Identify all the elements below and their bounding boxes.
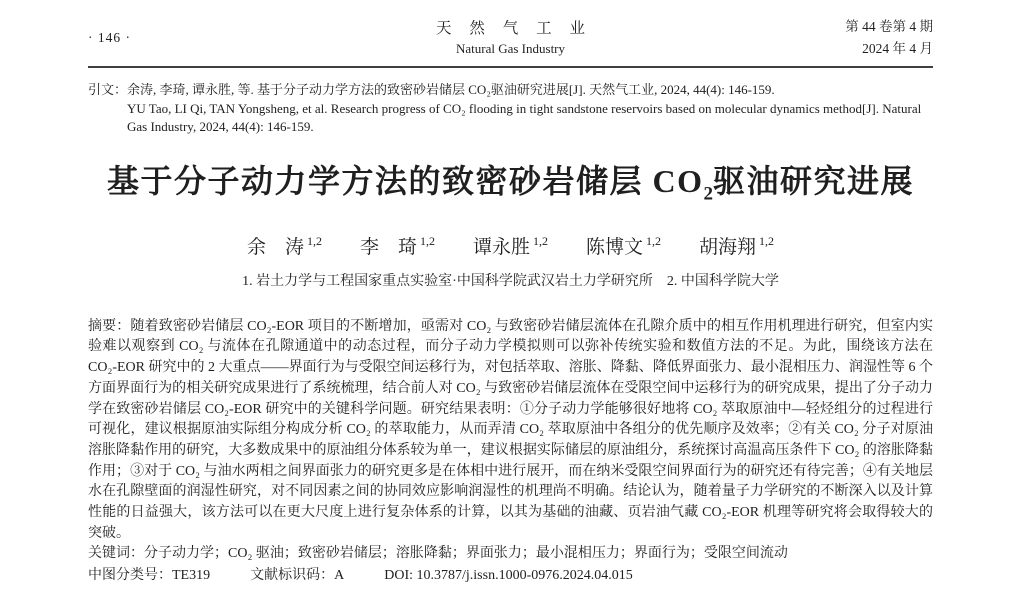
journal-title-cn: 天 然 气 工 业: [435, 20, 592, 37]
keywords-text: 分子动力学；CO₂ 驱油；致密砂岩储层；溶胀降黏；界面张力；最小混相压力；界面行为；受限空间流动: [144, 546, 788, 562]
article-title-pre: 基于分子动力学方法的致密砂岩储层 CO: [106, 162, 704, 199]
journal-header: [88, 16, 933, 59]
author-3-name: 谭永胜: [472, 236, 530, 258]
page-number: · 146 ·: [88, 29, 131, 45]
doi: DOI: 10.3787/j.issn.1000-0976.2024.04.015: [384, 568, 633, 584]
author-1-affil-sup: 1,2: [306, 234, 322, 249]
article-title: [88, 161, 933, 206]
citation-label: 引文：: [88, 82, 128, 98]
author-2-affil-sup: 1,2: [419, 234, 435, 249]
author-1-name: 余 涛: [246, 236, 304, 258]
journal-title-block: [238, 16, 783, 59]
author-3: [473, 232, 548, 259]
abstract-text: 随着致密砂岩储层 CO₂-EOR 项目的不断增加，亟需对 CO₂ 与致密砂岩储层流体在孔隙介质中的相互作用机理进行研究，但室内实验难以观察到 CO₂ 与流体在孔隙通道中的动态过程，而分子动力学模拟则可以弥补传统实验和数值方法的不足。为此，围绕该方法在 CO₂-EOR 研究中的 2 大重点——界面行为与受限空间运移行为，对包括萃取、溶胀、降黏、降低界面张力、最小混相压力、润湿性等 6 个方面界面行为的相关研究成果进行了系统梳理，结合前人对 CO₂ 与致密砂岩储层流体在受限空间中运移行为的研究成果，提出了分子动力学在致密砂岩储层 CO₂-EOR 研究中的关键科学问题。研究结果表明：①分子动力学能够很好地将 CO₂ 萃取原油中—轻烃组分的过程进行可视化，建议根据原油实际组分构成分析 CO₂ 的萃取能力，从而弄清 CO₂ 萃取原油中各组分的优先顺序及效率；②有关 CO₂ 分子对原油溶胀降黏作用的研究，大多数成果中的原油组分体系较为单一，建议根据实际储层的原油组分，系统探讨高温高压条件下 CO₂ 的溶胀降黏作用；③对于 CO₂ 与油水两相之间界面张力的研究更多是在体相中进行展开，而在纳米受限空间界面行为的研究还有待完善；④有关地层水在孔隙壁面的润湿性研究，对不同因素之间的协同效应影响润湿性的机理尚不明确。结论认为，随着量子力学研究的不断深入以及计算性能的日益强大，该方法可以在更大尺度上进行复杂体系的计算，以其为基础的油藏、页岩油气藏 CO₂-EOR 机理等研究将会取得较大的突破。: [88, 318, 933, 541]
issue-date: 2024 年 4 月: [862, 40, 933, 56]
affiliation: 1. 岩土力学与工程国家重点实验室·中国科学院武汉岩土力学研究所 2. 中国科学院大学: [242, 273, 779, 289]
keywords: [88, 544, 933, 565]
clc-number: 中图分类号：TE319: [88, 568, 211, 584]
author-3-affil-sup: 1,2: [533, 234, 548, 249]
author-5-name: 胡海翔: [699, 236, 757, 258]
header-divider: [88, 66, 933, 68]
author-4-name: 陈博文: [586, 236, 644, 258]
author-5-affil-sup: 1,2: [759, 234, 775, 249]
abstract: [88, 317, 933, 545]
article-title-post: 驱油研究进展: [713, 162, 915, 199]
meta-row: [88, 566, 933, 587]
author-2: [360, 232, 435, 259]
author-4-affil-sup: 1,2: [646, 234, 662, 249]
author-4: [586, 232, 661, 259]
citation-block: [88, 81, 933, 136]
keywords-label: 关键词：: [88, 546, 144, 562]
author-1: [247, 232, 322, 259]
author-5: [699, 232, 774, 259]
abstract-label: 摘要：: [88, 318, 131, 334]
article-title-subscript: 2: [703, 182, 713, 204]
document-code: 文献标识码：A: [250, 568, 345, 584]
citation-english: YU Tao, LI Qi, TAN Yongsheng, et al. Research progress of CO₂ flooding in tight sandstone reservoirs based on molecular dynamics method[J]. Natural Gas Industry, 2024, 44(4): 146-159.: [127, 100, 922, 135]
journal-title-en: Natural Gas Industry: [455, 41, 566, 56]
volume-issue: 第 44 卷第 4 期: [845, 19, 933, 34]
issue-info: [783, 16, 933, 59]
author-2-name: 李 琦: [359, 236, 417, 258]
citation-body: [127, 81, 933, 136]
author-list: [88, 232, 933, 259]
citation-chinese: 余涛, 李琦, 谭永胜, 等. 基于分子动力学方法的致密砂岩储层 CO₂驱油研究进展[J]. 天然气工业, 2024, 44(4): 146-159.: [127, 82, 775, 98]
